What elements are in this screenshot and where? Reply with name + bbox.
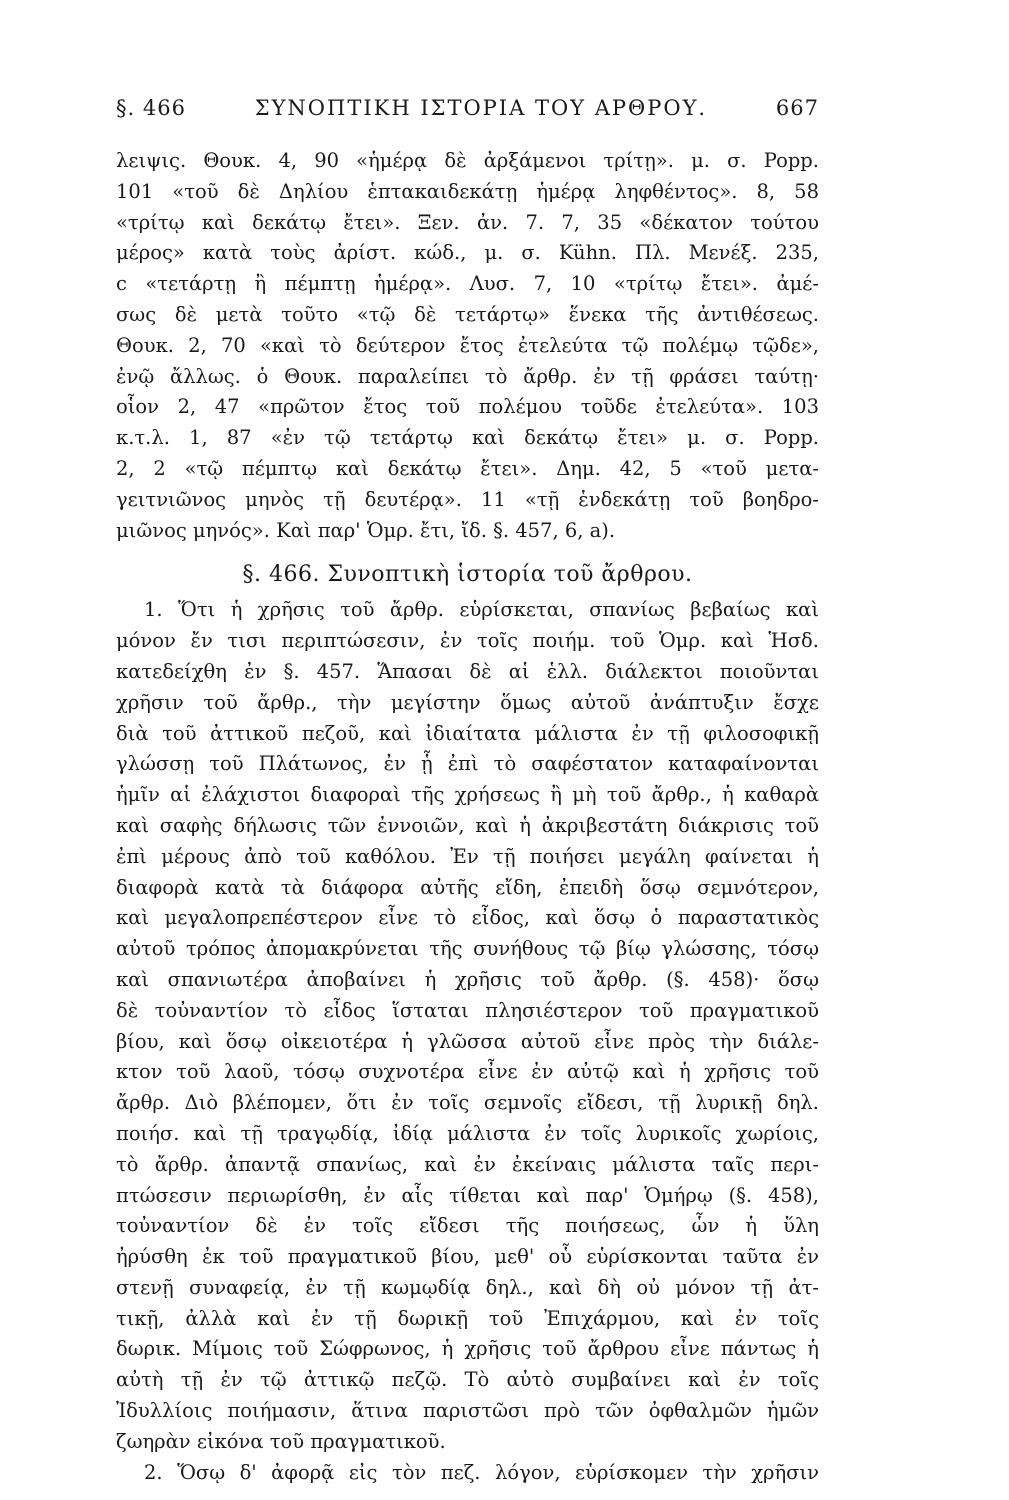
text-line: ἐπὶ μέρους ἀπὸ τοῦ καθόλου. Ἐν τῇ ποιήσει μεγάλη φαίνεται ἡ xyxy=(116,844,819,868)
text-line: διαφορὰ κατὰ τὰ διάφορα αὐτῆς εἴδη, ἐπειδὴ ὅσῳ σεμνότερον, xyxy=(116,875,819,899)
text-line: βίου, καὶ ὅσῳ οἰκειοτέρα ἡ γλῶσσα αὐτοῦ εἶνε πρὸς τὴν διάλε- xyxy=(116,1029,819,1053)
running-title: ΣΥΝΟΠΤΙΚΗ ΙΣΤΟΡΙΑ ΤΟΥ ΑΡΘΡΟΥ. xyxy=(254,96,708,120)
text-line: «τρίτῳ καὶ δεκάτῳ ἔτει». Ξεν. ἀν. 7. 7, 35 «δέκατον τούτου xyxy=(116,210,819,234)
text-line: c «τετάρτῃ ἢ πέμπτῃ ἡμέρᾳ». Λυσ. 7, 10 «τρίτῳ ἔτει». ἀμέ- xyxy=(116,272,819,296)
text-line: μιῶνος μηνός». Καὶ παρ' Ὁμρ. ἔτι, ἴδ. §. 457, 6, a). xyxy=(116,518,616,542)
running-header xyxy=(116,96,819,120)
paragraph-section-2 xyxy=(116,1458,819,1489)
text-line: καὶ σπανιωτέρα ἀποβαίνει ἡ χρῆσις τοῦ ἄρθρ. (§. 458)· ὅσῳ xyxy=(116,967,819,991)
text-line: δωρικ. Μίμοις τοῦ Σώφρωνος, ἡ χρῆσις τοῦ ἄρθρου εἶνε πάντως ἡ xyxy=(116,1337,819,1361)
text-line: κ.τ.λ. 1, 87 «ἐν τῷ τετάρτῳ καὶ δεκάτῳ ἔτει» μ. σ. Popp. xyxy=(116,426,819,450)
text-line: ζωηρὰν εἰκόνα τοῦ πραγματικοῦ. xyxy=(116,1429,446,1453)
text-line: 2, 2 «τῷ πέμπτῳ καὶ δεκάτῳ ἔτει». Δημ. 42, 5 «τοῦ μετα- xyxy=(116,456,819,480)
text-line: λειψις. Θουκ. 4, 90 «ἡμέρᾳ δὲ ἀρξάμενοι τρίτῃ». μ. σ. Popp. xyxy=(116,149,819,172)
text-line: καὶ σαφὴς δήλωσις τῶν ἐννοιῶν, καὶ ἡ ἀκριβεστάτη διάκρισις τοῦ xyxy=(116,813,819,837)
text-line: τικῇ, ἀλλὰ καὶ ἐν τῇ δωρικῇ τοῦ Ἐπιχάρμου, καὶ ἐν τοῖς xyxy=(116,1306,819,1330)
text-line: ἠρύσθη ἐκ τοῦ πραγματικοῦ βίου, μεθ' οὗ εὑρίσκονται ταῦτα ἐν xyxy=(116,1245,819,1269)
text-line: πτώσεσιν περιωρίσθη, ἐν αἷς τίθεται καὶ παρ' Ὁμήρῳ (§. 458), xyxy=(116,1183,819,1207)
text-line: ἄρθρ. Διὸ βλέπομεν, ὅτι ἐν τοῖς σεμνοῖς εἴδεσι, τῇ λυρικῇ δηλ. xyxy=(116,1091,819,1115)
text-line: διὰ τοῦ ἀττικοῦ πεζοῦ, καὶ ἰδιαίτατα μάλιστα ἐν τῇ φιλοσοφικῇ xyxy=(116,721,819,745)
text-line: οἷον 2, 47 «πρῶτον ἔτος τοῦ πολέμου τοῦδε ἐτελεύτα». 103 xyxy=(116,395,819,419)
text-line: ἡμῖν αἱ ἐλάχιστοι διαφοραὶ τῆς χρήσεως ἢ μὴ τοῦ ἄρθρ., ἡ καθαρὰ xyxy=(116,783,819,807)
page-number: 667 xyxy=(775,96,819,120)
text-line: αὐτοῦ τρόπος ἀπομακρύνεται τῆς συνήθους τῷ βίῳ γλώσσης, τόσῳ xyxy=(116,937,819,961)
text-line: αὐτὴ τῇ ἐν τῷ ἀττικῷ πεζῷ. Τὸ αὐτὸ συμβαίνει καὶ ἐν τοῖς xyxy=(116,1368,819,1392)
text-line: τοὐναντίον δὲ ἐν τοῖς εἴδεσι τῆς ποιήσεως, ὧν ἡ ὕλη xyxy=(116,1214,819,1238)
text-line: δὲ τοὐναντίον τὸ εἶδος ἵσταται πλησιέστερον τοῦ πραγματικοῦ xyxy=(116,998,819,1022)
text-line: μόνον ἔν τισι περιπτώσεσιν, ἐν τοῖς ποιήμ. τοῦ Ὁμρ. καὶ Ἡσδ. xyxy=(116,629,819,653)
text-line: ἐνῷ ἄλλως. ὁ Θουκ. παραλείπει τὸ ἄρθρ. ἐν τῇ φράσει ταύτῃ· xyxy=(116,364,819,388)
section-heading: §. 466. Συνοπτικὴ ἱστορία τοῦ ἄρθρου. xyxy=(242,562,693,588)
text-line: χρῆσιν τοῦ ἄρθρ., τὴν μεγίστην ὅμως αὐτοῦ ἀνάπτυξιν ἔσχε xyxy=(116,690,819,714)
text-line: σως δὲ μετὰ τοῦτο «τῷ δὲ τετάρτῳ» ἕνεκα τῆς ἀντιθέσεως. xyxy=(116,302,819,326)
text-line: 1. Ὅτι ἡ χρῆσις τοῦ ἄρθρ. εὑρίσκεται, σπανίως βεβαίως καὶ xyxy=(144,598,819,622)
section-reference: §. 466 xyxy=(116,96,186,120)
text-line: Θουκ. 2, 70 «καὶ τὸ δεύτερον ἔτος ἐτελεύτα τῷ πολέμῳ τῷδε», xyxy=(116,333,819,357)
text-line: στενῇ συναφείᾳ, ἐν τῇ κωμῳδίᾳ δηλ., καὶ δὴ οὐ μόνον τῇ ἀτ- xyxy=(116,1275,819,1299)
text-line: κτον τοῦ λαοῦ, τόσῳ συχνοτέρα εἶνε ἐν αὐτῷ καὶ ἡ χρῆσις τοῦ xyxy=(116,1060,819,1084)
text-line: 2. Ὅσῳ δ' ἀφορᾷ εἰς τὸν πεζ. λόγον, εὑρίσκομεν τὴν χρῆσιν xyxy=(144,1460,819,1484)
text-line: γειτνιῶνος μηνὸς τῇ δευτέρᾳ». 11 «τῇ ἑνδεκάτῃ τοῦ βοηδρο- xyxy=(116,487,819,511)
text-line: τὸ ἄρθρ. ἀπαντᾷ σπανίως, καὶ ἐν ἐκείναις μάλιστα ταῖς περι- xyxy=(116,1152,819,1176)
text-line: καὶ μεγαλοπρεπέστερον εἶνε τὸ εἶδος, καὶ ὅσῳ ὁ παραστατικὸς xyxy=(116,906,819,930)
text-line: κατεδείχθη ἐν §. 457. Ἅπασαι δὲ αἱ ἑλλ. διάλεκτοι ποιοῦνται xyxy=(116,659,819,683)
paragraph-continued xyxy=(116,146,819,546)
text-line: γλώσσῃ τοῦ Πλάτωνος, ἐν ᾗ ἐπὶ τὸ σαφέστατον καταφαίνονται xyxy=(116,752,819,776)
text-line: μέρος» κατὰ τοὺς ἀρίστ. κώδ., μ. σ. Kühn. Πλ. Μενέξ. 235, xyxy=(116,241,819,265)
text-line: Ἰδυλλίοις ποιήμασιν, ἅτινα παριστῶσι πρὸ τῶν ὀφθαλμῶν ἡμῶν xyxy=(116,1399,819,1423)
text-line: 101 «τοῦ δὲ Δηλίου ἑπτακαιδεκάτῃ ἡμέρᾳ ληφθέντος». 8, 58 xyxy=(116,179,819,203)
text-line: ποιήσ. καὶ τῇ τραγῳδίᾳ, ἰδίᾳ μάλιστα ἐν τοῖς λυρικοῖς χωρίοις, xyxy=(116,1121,819,1145)
paragraph-section-1 xyxy=(116,595,819,1457)
